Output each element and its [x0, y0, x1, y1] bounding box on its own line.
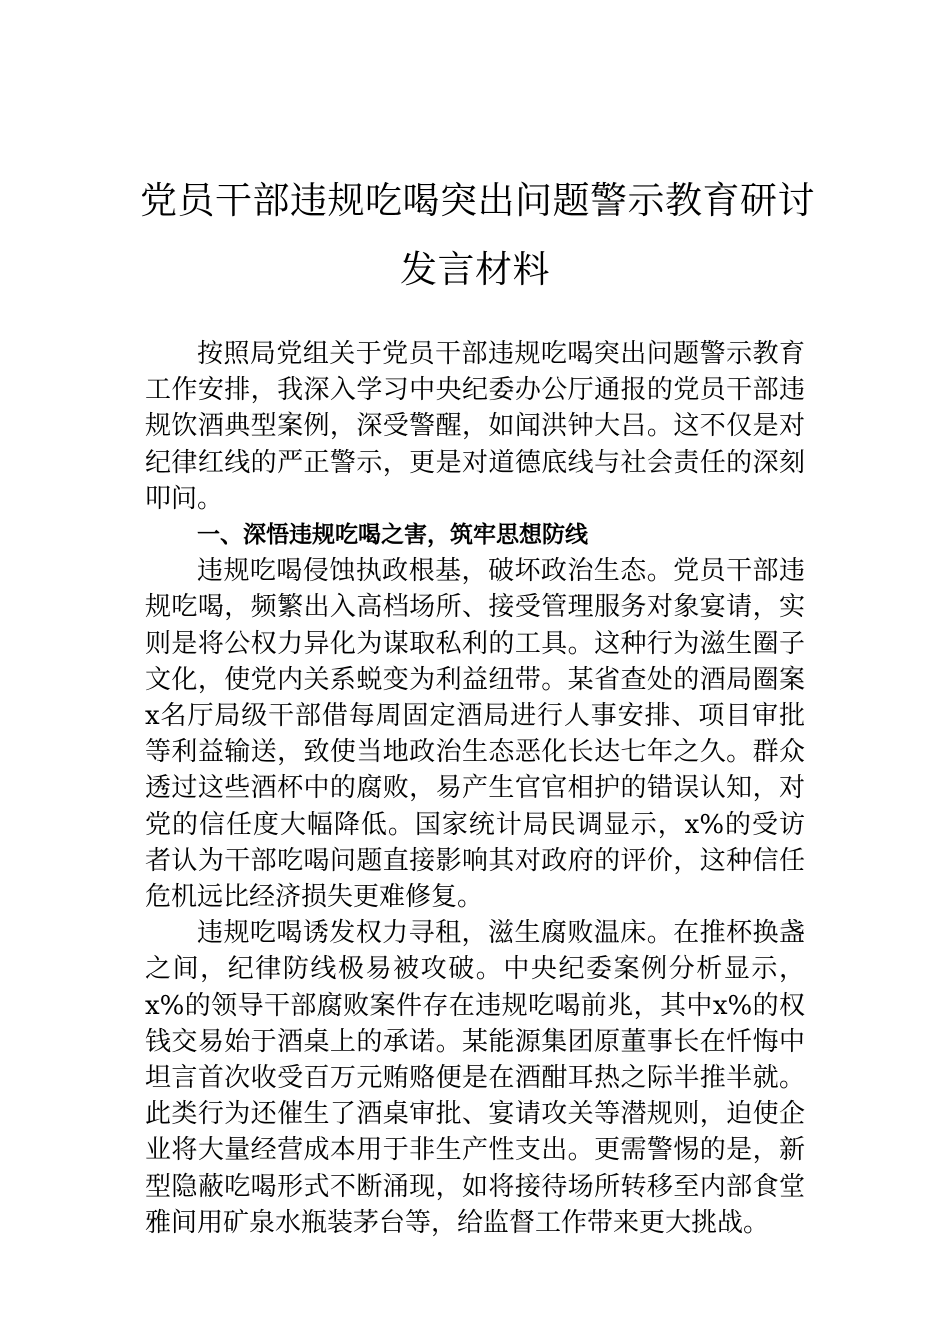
section-heading: 一、深悟违规吃喝之害，筑牢思想防线	[197, 522, 588, 549]
body-paragraph: 违规吃喝侵蚀执政根基，破坏政治生态。党员干部违规吃喝，频繁出入高档场所、接受管理服务对象宴请，实则是将公权力异化为谋取私利的工具。这种行为滋生圈子文化，使党内关系蜕变为利益纽带。某省查处的酒局圈案x名厅局级干部借每周固定酒局进行人事安排、项目审批等利益输送，致使当地政治生态恶化长达七年之久。群众透过这些酒杯中的腐败，易产生官官相护的错误认知，对党的信任度大幅降低。国家统计局民调显示，x%的受访者认为干部吃喝问题直接影响其对政府的评价，这种信任危机远比经济损失更难修复。	[145, 556, 805, 913]
body-paragraph: 违规吃喝诱发权力寻租，滋生腐败温床。在推杯换盏之间，纪律防线极易被攻破。中央纪委案例分析显示，x%的领导干部腐败案件存在违规吃喝前兆，其中x%的权钱交易始于酒桌上的承诺。某能源集团原董事长在忏悔中坦言首次收受百万元贿赂便是在酒酣耳热之际半推半就。此类行为还催生了酒桌审批、宴请攻关等潜规则，迫使企业将大量经营成本用于非生产性支出。更需警惕的是，新型隐蔽吃喝形式不断涌现，如将接待场所转移至内部食堂雅间用矿泉水瓶装茅台等，给监督工作带来更大挑战。	[145, 918, 805, 1238]
document-title-line-2: 发言材料	[400, 248, 550, 291]
intro-paragraph: 按照局党组关于党员干部违规吃喝突出问题警示教育工作安排，我深入学习中央纪委办公厅通报的党员干部违规饮酒典型案例，深受警醒，如闻洪钟大吕。这不仅是对纪律红线的严正警示，更是对道德底线与社会责任的深刻叩问。	[145, 339, 805, 514]
document-title-line-1: 党员干部违规吃喝突出问题警示教育研讨	[140, 179, 815, 222]
document-body	[145, 336, 805, 1241]
